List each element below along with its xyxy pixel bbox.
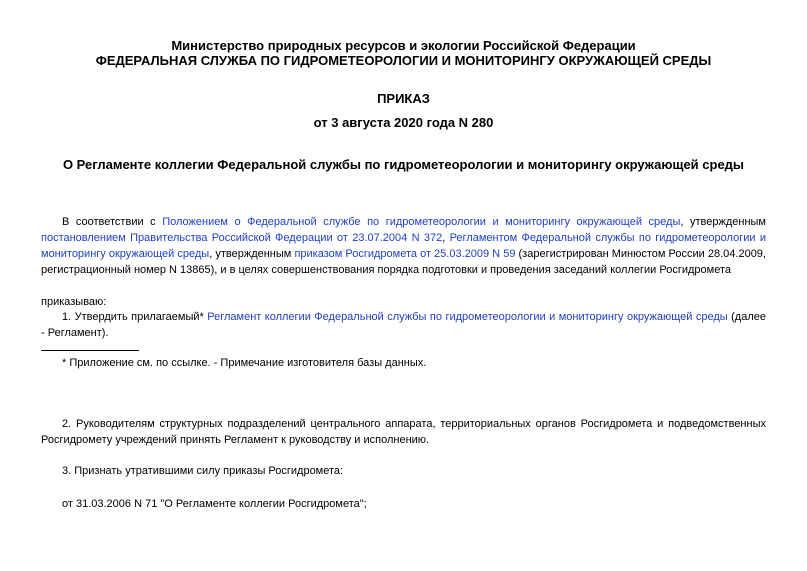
document-date-number: от 3 августа 2020 года N 280 [313,115,494,130]
document-subject: О Регламенте коллегии Федеральной службы по гидрометеорологии и мониторингу окружающей среды [62,157,745,172]
item-1-paragraph [41,309,766,341]
preamble-text-5: (зарегистрирован Минюстом России 28.04.2009, регистрационный номер N 13865), и в целях совершенствования порядка подготовки и проведения заседаний коллегии Росгидромета [41,248,766,276]
service-name: ФЕДЕРАЛЬНАЯ СЛУЖБА ПО ГИДРОМЕТЕОРОЛОГИИ И МОНИТОРИНГУ ОКРУЖАЮЩЕЙ СРЕДЫ [95,53,712,68]
preamble-text-3: , [442,232,450,244]
footnote-text: * Приложение см. по ссылке. - Примечание изготовителя базы данных. [62,357,427,369]
item-2-paragraph: 2. Руководителям структурных подразделений центрального аппарата, территориальных органов Росгидромета и подведомственных Росгидромету учреждений принять Регламент к руководству и исполнению. [41,418,766,446]
link-roshydromet-order[interactable]: приказом Росгидромета от 25.03.2009 N 59 [294,248,516,260]
ministry-name: Министерство природных ресурсов и экологии Российской Федерации [171,38,636,53]
item-1-text-1: 1. Утвердить прилагаемый* [62,311,208,323]
preamble-paragraph [41,214,766,278]
document-type: ПРИКАЗ [377,91,430,106]
item-1-text-2: (далее - Регламент). [41,311,766,339]
link-regulation-on-service[interactable]: Положением о Федеральной службе по гидрометеорологии и мониторингу окружающей среды [162,216,681,228]
item-3-1-line: от 31.03.2006 N 71 "О Регламенте коллегии Росгидромета"; [62,498,367,510]
footnote-divider [41,350,139,351]
link-service-reglament[interactable]: Регламентом Федеральной службы по гидрометеорологии и мониторингу окружающей среды [41,232,766,260]
preamble-text-1: В соответствии с [62,216,163,228]
order-word: приказываю: [41,296,107,308]
item-3-paragraph: 3. Признать утратившими силу приказы Росгидромета: [62,465,344,477]
link-government-decree[interactable]: постановлением Правительства Российской Федерации от 23.07.2004 N 372 [41,232,443,244]
preamble-text-2: , утвержденным [680,216,766,228]
preamble-text-4: , утвержденным [209,248,295,260]
link-collegium-reglament[interactable]: Регламент коллегии Федеральной службы по гидрометеорологии и мониторингу окружающей среды [207,311,728,323]
